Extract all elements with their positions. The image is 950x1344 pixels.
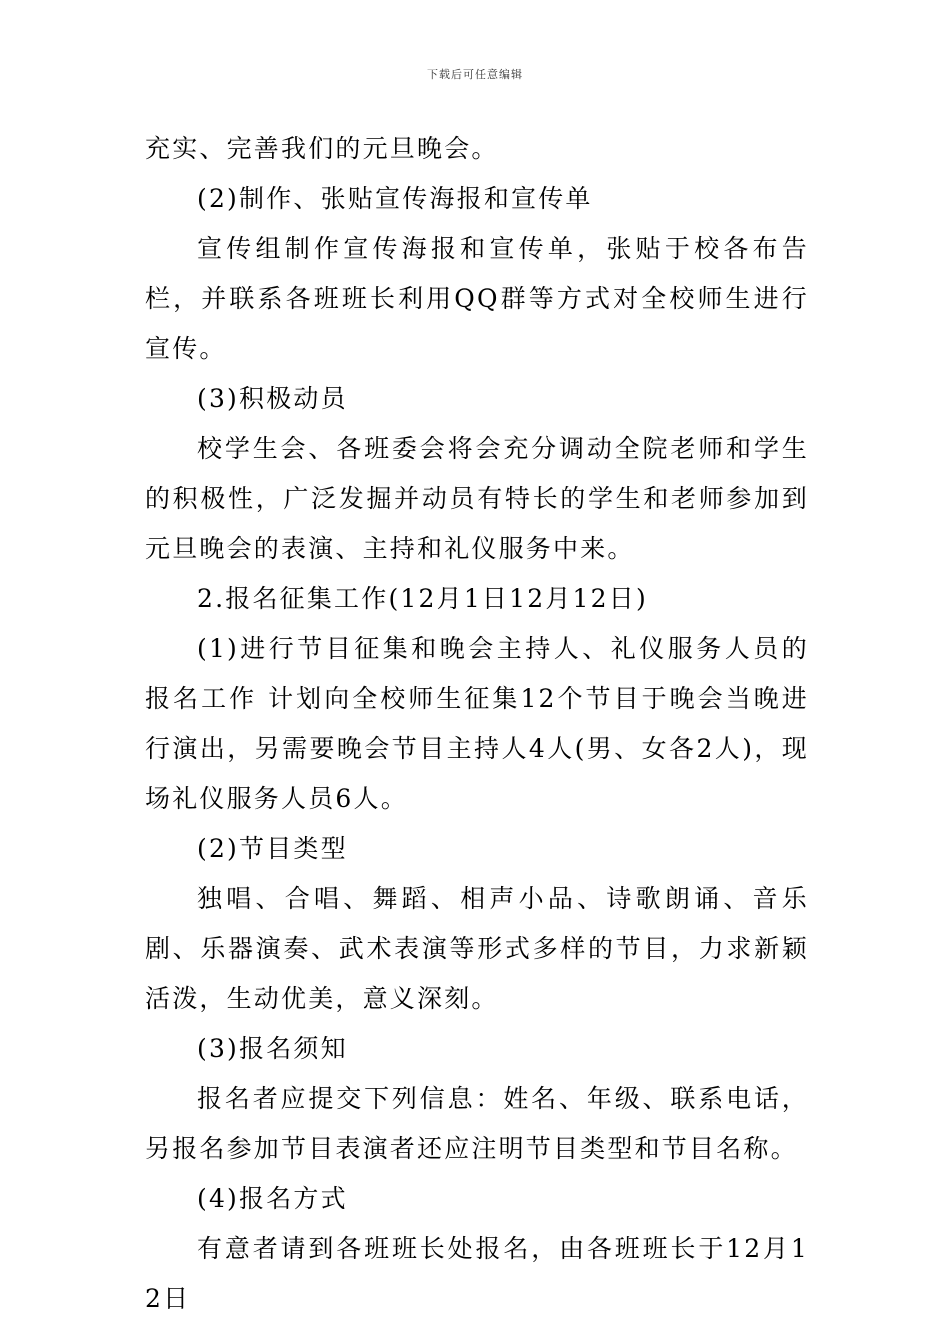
document-body — [145, 124, 809, 1324]
paragraph-heading-notice: (3)报名须知 — [197, 1034, 348, 1063]
paragraph-continuation: 充实、完善我们的元旦晚会。 — [145, 134, 499, 163]
paragraph-heading-method: (4)报名方式 — [197, 1184, 348, 1213]
paragraph-heading-program-types: (2)节目类型 — [197, 834, 348, 863]
paragraph-notice-detail: 报名者应提交下列信息：姓名、年级、联系电话，另报名参加节目表演者还应注明节目类型和节目名称。 — [145, 1084, 809, 1163]
paragraph-poster-detail: 宣传组制作宣传海报和宣传单，张贴于校各布告栏，并联系各班班长利用QQ群等方式对全校师生进行宣传。 — [145, 234, 809, 363]
paragraph-method-detail: 有意者请到各班班长处报名，由各班班长于12月12日 — [145, 1234, 809, 1313]
paragraph-program-types-detail: 独唱、合唱、舞蹈、相声小品、诗歌朗诵、音乐剧、乐器演奏、武术表演等形式多样的节目，力求新颖活泼，生动优美，意义深刻。 — [145, 884, 809, 1013]
page-header: 下载后可任意编辑 — [427, 68, 523, 81]
paragraph-heading-registration: 2.报名征集工作(12月1日12月12日) — [197, 584, 648, 613]
paragraph-heading-poster: (2)制作、张贴宣传海报和宣传单 — [197, 184, 593, 213]
paragraph-mobilize-detail: 校学生会、各班委会将会充分调动全院老师和学生的积极性，广泛发掘并动员有特长的学生和老师参加到元旦晚会的表演、主持和礼仪服务中来。 — [145, 434, 809, 563]
paragraph-registration-detail: (1)进行节目征集和晚会主持人、礼仪服务人员的报名工作 计划向全校师生征集12个节目于晚会当晚进行演出，另需要晚会节目主持人4人(男、女各2人)，现场礼仪服务人员6人。 — [145, 634, 809, 813]
paragraph-heading-mobilize: (3)积极动员 — [197, 384, 348, 413]
